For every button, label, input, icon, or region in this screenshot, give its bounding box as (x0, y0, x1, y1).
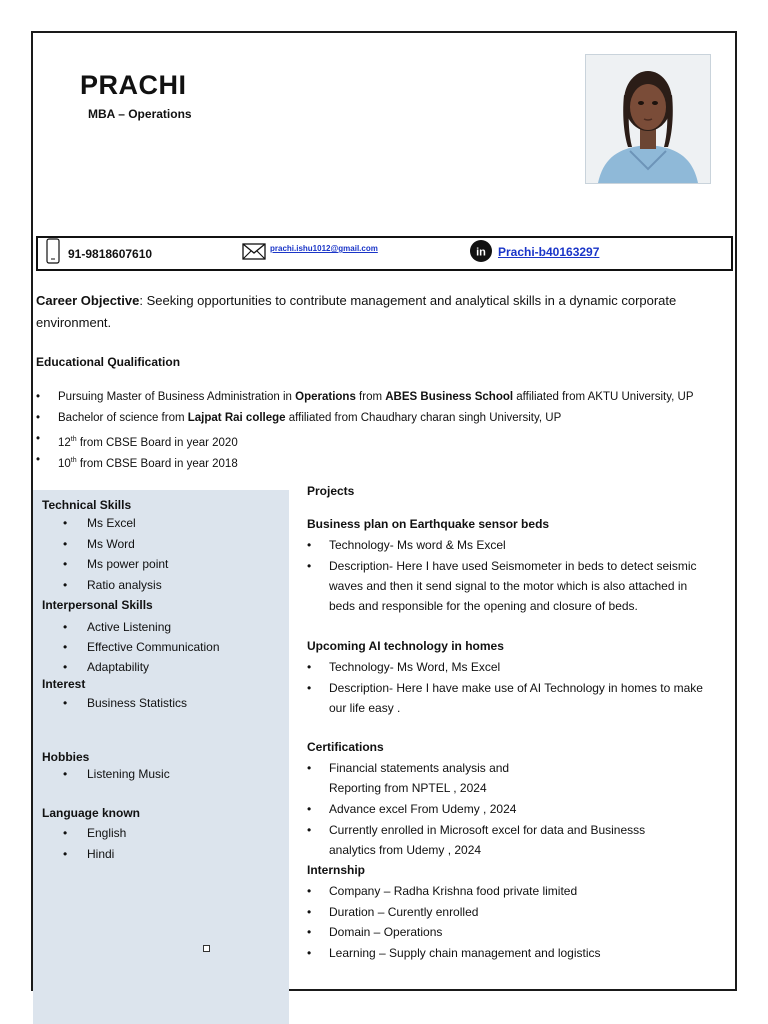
phone-contact (46, 238, 152, 269)
certifications-heading: Certifications (307, 740, 384, 754)
list-item-continued: our life easy . (329, 701, 401, 715)
svg-text:in: in (476, 246, 486, 259)
skill-item: • Effective Communication (63, 640, 220, 654)
candidate-degree: MBA – Operations (88, 107, 192, 121)
education-list (36, 387, 746, 471)
list-item: • 10th from CBSE Board in year 2018 (36, 450, 746, 471)
career-objective-label: Career Objective (36, 293, 140, 308)
career-objective-text: : Seeking opportunities to contribute management and analytical skills in a dynamic corporate (139, 293, 677, 308)
hobby-item: • Listening Music (63, 767, 170, 781)
linkedin-link[interactable]: Prachi-b40163297 (498, 244, 600, 259)
list-item-continued: Reporting from NPTEL , 2024 (329, 781, 487, 795)
phone-number: 91-9818607610 (68, 246, 153, 261)
contact-bar (36, 236, 733, 271)
email-contact[interactable] (242, 238, 378, 269)
list-item-continued: analytics from Udemy , 2024 (329, 843, 482, 857)
skill-item: • Ms Excel (63, 516, 136, 530)
list-item-continued: waves and then it send signal to the motor which is also attached in (329, 579, 688, 593)
skill-item: • Adaptability (63, 660, 150, 674)
project-1-title: Business plan on Earthquake sensor beds (307, 517, 550, 531)
language-item: • English (63, 826, 127, 840)
skill-item: • Active Listening (63, 620, 172, 634)
interest-heading: Interest (42, 677, 86, 691)
interest-item: • Business Statistics (63, 696, 188, 710)
list-item: • Bachelor of science from Lajpat Rai college affiliated from Chaudhary charan singh University, UP (36, 408, 746, 429)
profile-photo (585, 54, 711, 184)
linkedin-contact[interactable] (470, 238, 599, 269)
linkedin-icon (470, 240, 492, 267)
projects-heading: Projects (307, 484, 355, 498)
career-objective-text-2: environment. (36, 315, 112, 330)
internship-heading: Internship (307, 863, 366, 877)
education-heading: Educational Qualification (36, 355, 181, 369)
list-item: • 12th from CBSE Board in year 2020 (36, 429, 746, 450)
career-objective (36, 290, 736, 334)
skill-item: • Ms Word (63, 537, 135, 551)
interpersonal-skills-heading: Interpersonal Skills (42, 598, 153, 612)
list-item-continued: beds and responsible for the opening and closure of beds. (329, 599, 638, 613)
skill-item: • Ms power point (63, 557, 169, 571)
language-heading: Language known (42, 806, 141, 820)
candidate-name: PRACHI (80, 70, 187, 100)
mail-icon (242, 243, 266, 265)
list-item: • Pursuing Master of Business Administration in Operations from ABES Business School affiliated from AKTU University, UP (36, 387, 746, 408)
language-item: • Hindi (63, 847, 115, 861)
skill-item: • Ratio analysis (63, 578, 162, 592)
email-link[interactable]: prachi.ishu1012@gmail.com (270, 244, 378, 253)
project-2-title: Upcoming AI technology in homes (307, 639, 504, 653)
phone-icon (46, 238, 60, 269)
hobbies-heading: Hobbies (42, 750, 90, 764)
technical-skills-heading: Technical Skills (42, 498, 132, 512)
small-square-marker (203, 945, 210, 952)
